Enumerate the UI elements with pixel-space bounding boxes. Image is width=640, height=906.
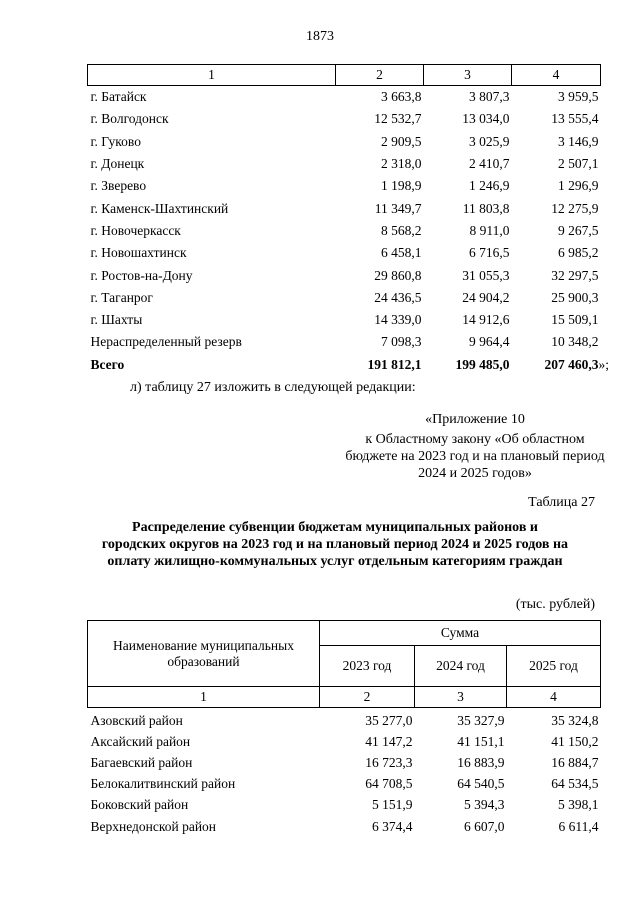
value-2024: 24 904,2 bbox=[462, 289, 510, 305]
table-row bbox=[88, 220, 601, 242]
value-2024: 14 912,6 bbox=[462, 312, 510, 328]
column-number-4: 4 bbox=[507, 687, 601, 708]
value-2023: 14 339,0 bbox=[374, 312, 422, 328]
municipality-name: г. Батайск bbox=[90, 89, 147, 105]
amendment-paragraph: л) таблицу 27 изложить в следующей редакции: bbox=[130, 380, 416, 395]
value-2024: 64 540,5 bbox=[457, 776, 505, 792]
value-2023: 5 151,9 bbox=[372, 797, 413, 813]
value-2025: 6 985,2 bbox=[558, 245, 599, 261]
value-2025: 32 297,5 bbox=[551, 267, 599, 283]
page-number: 1873 bbox=[306, 29, 334, 44]
municipality-name: Азовский район bbox=[90, 712, 183, 728]
table-row bbox=[88, 309, 601, 331]
table-row bbox=[88, 331, 601, 353]
value-2024: 41 151,1 bbox=[457, 733, 505, 749]
total-label: Всего bbox=[90, 356, 125, 372]
table-title: Распределение субвенции бюджетам муниципальных районов и городских округов на 2023 год и на плановый период 2024 и 2025 годов на оплату жилищно-коммунальных услуг отдельным категориям граждан bbox=[101, 520, 569, 569]
municipality-name: г. Волгодонск bbox=[90, 111, 169, 127]
value-2025: 12 275,9 bbox=[551, 200, 599, 216]
value-2025: 1 296,9 bbox=[558, 178, 599, 194]
municipality-name: г. Донецк bbox=[90, 156, 145, 172]
value-2025: 5 398,1 bbox=[558, 797, 599, 813]
table-label: Таблица 27 bbox=[528, 495, 595, 510]
table-row bbox=[88, 795, 601, 816]
year-header-2023: 2023 год bbox=[320, 646, 415, 687]
table-row bbox=[88, 731, 601, 752]
appendix-title: «Приложение 10 bbox=[425, 412, 525, 427]
value-2025: 16 884,7 bbox=[551, 754, 599, 770]
value-2023: 12 532,7 bbox=[374, 111, 422, 127]
value-2025: 10 348,2 bbox=[551, 334, 599, 350]
value-2025: 9 267,5 bbox=[558, 222, 599, 238]
year-header-2025: 2025 год bbox=[507, 646, 601, 687]
value-2024: 16 883,9 bbox=[457, 754, 505, 770]
sum-header: Сумма bbox=[320, 621, 601, 646]
municipality-name: г. Каменск-Шахтинский bbox=[90, 200, 229, 216]
municipality-name: г. Ростов-на-Дону bbox=[90, 267, 193, 283]
value-2023: 6 374,4 bbox=[372, 818, 413, 834]
appendix-reference: к Областному закону «Об областном бюджете на 2023 год и на плановый период 2024 и 2025 годов» bbox=[345, 432, 605, 481]
table-row bbox=[88, 287, 601, 309]
municipality-name: Багаевский район bbox=[90, 754, 193, 770]
municipality-name: г. Шахты bbox=[90, 312, 143, 328]
value-2025: 35 324,8 bbox=[551, 712, 599, 728]
value-2024: 9 964,4 bbox=[469, 334, 510, 350]
value-2023: 29 860,8 bbox=[374, 267, 422, 283]
value-2024: 6 716,5 bbox=[469, 245, 510, 261]
table-row bbox=[88, 752, 601, 773]
total-2025-cell bbox=[512, 354, 610, 376]
value-2024: 1 246,9 bbox=[469, 178, 510, 194]
subsidy-table-continued bbox=[87, 64, 610, 376]
value-2025: 2 507,1 bbox=[558, 156, 599, 172]
value-2023: 41 147,2 bbox=[365, 733, 413, 749]
table-row bbox=[88, 108, 601, 130]
table-row bbox=[88, 816, 601, 837]
table-row bbox=[88, 708, 601, 732]
value-2025: 15 509,1 bbox=[551, 312, 599, 328]
table-header-row bbox=[88, 621, 601, 646]
value-2025: 3 146,9 bbox=[558, 133, 599, 149]
value-2024: 3 807,3 bbox=[469, 89, 510, 105]
value-2024: 2 410,7 bbox=[469, 156, 510, 172]
table-row bbox=[88, 153, 601, 175]
value-2024: 8 911,0 bbox=[469, 222, 510, 238]
value-2024: 5 394,3 bbox=[464, 797, 505, 813]
value-2023: 6 458,1 bbox=[381, 245, 422, 261]
municipality-name: Аксайский район bbox=[90, 733, 191, 749]
column-number-1: 1 bbox=[88, 687, 320, 708]
value-2023: 8 568,2 bbox=[381, 222, 422, 238]
value-2023: 24 436,5 bbox=[374, 289, 422, 305]
municipality-name: г. Новочеркасск bbox=[90, 222, 181, 238]
table-row bbox=[88, 774, 601, 795]
table-row bbox=[88, 242, 601, 264]
municipality-name: г. Таганрог bbox=[90, 289, 153, 305]
value-2023: 11 349,7 bbox=[374, 200, 422, 216]
value-2023: 2 909,5 bbox=[381, 133, 422, 149]
municipality-name: Верхнедонской район bbox=[90, 818, 217, 834]
column-number-2: 2 bbox=[320, 687, 415, 708]
units-label: (тыс. рублей) bbox=[515, 597, 595, 612]
table-header-row bbox=[88, 65, 601, 86]
municipality-name: г. Новошахтинск bbox=[90, 245, 187, 261]
value-2025: 25 900,3 bbox=[551, 289, 599, 305]
column-number-3: 3 bbox=[424, 65, 512, 86]
municipality-name: г. Зверево bbox=[90, 178, 147, 194]
municipality-name-header: Наименование муниципальных образований bbox=[88, 621, 320, 687]
total-2024: 199 485,0 bbox=[455, 356, 510, 372]
value-2024: 31 055,3 bbox=[462, 267, 510, 283]
value-2024: 3 025,9 bbox=[469, 133, 510, 149]
table-row bbox=[88, 131, 601, 153]
table-row bbox=[88, 86, 601, 109]
value-2024: 6 607,0 bbox=[464, 818, 505, 834]
value-2025: 3 959,5 bbox=[558, 89, 599, 105]
value-2023: 35 277,0 bbox=[365, 712, 413, 728]
table-row bbox=[88, 197, 601, 219]
municipality-name: Боковский район bbox=[90, 797, 189, 813]
value-2024: 35 327,9 bbox=[457, 712, 505, 728]
municipality-name: Нераспределенный резерв bbox=[90, 334, 242, 350]
value-2023: 16 723,3 bbox=[365, 754, 413, 770]
column-numbers-row bbox=[88, 687, 601, 708]
value-2023: 2 318,0 bbox=[381, 156, 422, 172]
value-2024: 13 034,0 bbox=[462, 111, 510, 127]
value-2025: 13 555,4 bbox=[551, 111, 599, 127]
municipality-name: Белокалитвинский район bbox=[90, 776, 236, 792]
column-number-3: 3 bbox=[415, 687, 507, 708]
value-2025: 64 534,5 bbox=[551, 776, 599, 792]
value-2023: 64 708,5 bbox=[365, 776, 413, 792]
subsidy-distribution-table bbox=[87, 620, 601, 837]
year-header-2024: 2024 год bbox=[415, 646, 507, 687]
column-number-4: 4 bbox=[512, 65, 601, 86]
value-2025: 6 611,4 bbox=[558, 818, 599, 834]
column-number-2: 2 bbox=[336, 65, 424, 86]
total-2023: 191 812,1 bbox=[367, 356, 422, 372]
value-2023: 7 098,3 bbox=[381, 334, 422, 350]
column-number-1: 1 bbox=[88, 65, 336, 86]
total-row bbox=[88, 354, 601, 376]
value-2023: 3 663,8 bbox=[381, 89, 422, 105]
table-row bbox=[88, 264, 601, 286]
value-2025: 41 150,2 bbox=[551, 733, 599, 749]
value-2024: 11 803,8 bbox=[462, 200, 510, 216]
value-2023: 1 198,9 bbox=[381, 178, 422, 194]
table-row bbox=[88, 175, 601, 197]
municipality-name: г. Гуково bbox=[90, 133, 141, 149]
total-2025: 207 460,3 bbox=[544, 356, 599, 372]
closing-quote: »; bbox=[598, 356, 610, 372]
